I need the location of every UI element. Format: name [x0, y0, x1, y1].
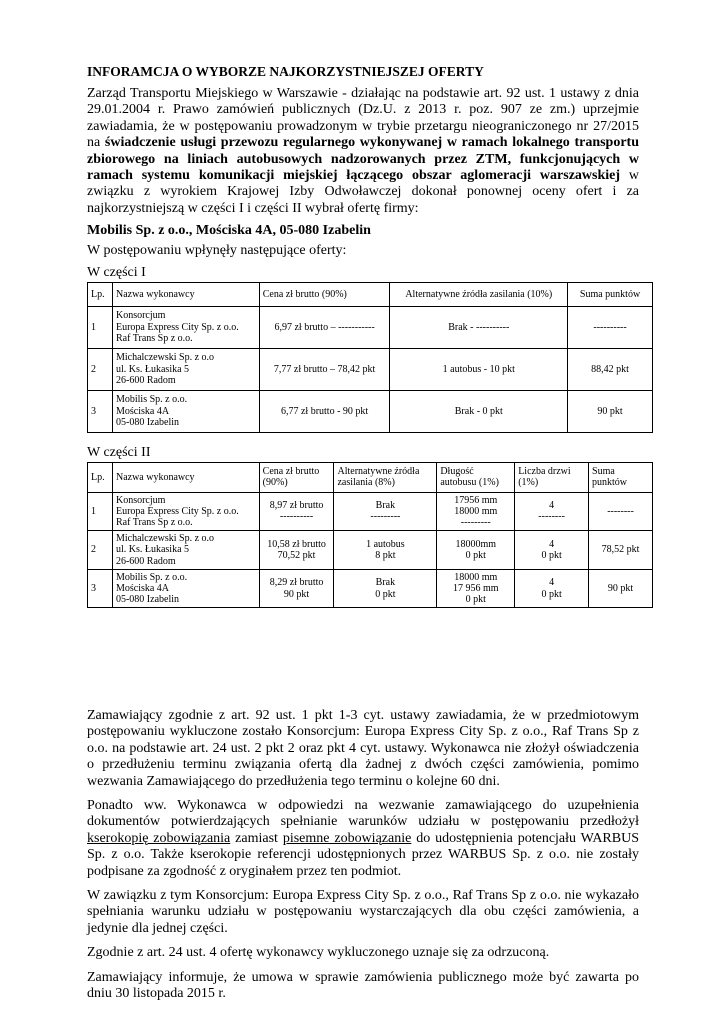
cell-name	[112, 569, 259, 608]
name-line: Raf Trans Sp z o.o.	[115, 517, 193, 529]
cell-price	[259, 531, 334, 570]
name-line: ul. Ks. Łukasika 5	[115, 363, 190, 375]
intro-paragraph	[87, 86, 639, 217]
name-line: 26-600 Radom	[115, 374, 176, 386]
cell-name	[112, 348, 259, 390]
header-alt: Alternatywne źródła zasilania (8%)	[334, 462, 437, 492]
cell-line: 8,29 zł brutto	[269, 577, 324, 589]
cell-price	[259, 492, 334, 531]
rejected-paragraph: Zgodnie z art. 24 ust. 4 ofertę wykonawcy wykluczonego uznaje się za odrzuconą.	[87, 945, 550, 961]
consequence-paragraph: W zawiązku z tym Konsorcjum: Europa Express City Sp. z o.o., Raf Trans Sp z o.o. nie wykazało spełniania warunku udziału w postępowaniu wystarczających dla obu części zamówienia, a jedynie dla jednej części.	[87, 888, 639, 936]
cell-line: 90 pkt	[283, 588, 310, 600]
header-doors: Liczba drzwi (1%)	[515, 462, 589, 492]
cell-line: 1 autobus	[366, 538, 405, 550]
cell-name	[112, 531, 259, 570]
cell-name	[112, 390, 259, 432]
cell-line: 8,97 zł brutto	[269, 500, 324, 512]
cell-line: 0 pkt	[375, 588, 396, 600]
documents-text: zamiast	[230, 830, 283, 846]
name-line: Europa Express City Sp. z o.o.	[115, 505, 239, 517]
underlined-copy-text: kserokopię zobowiązania	[87, 830, 231, 846]
cell-line: ----------	[279, 511, 314, 523]
cell-lp: 2	[88, 531, 113, 570]
table-row	[88, 348, 653, 390]
name-line: Mościska 4A	[115, 405, 170, 417]
name-line: 26-600 Radom	[115, 555, 176, 567]
header-length: Długość autobusu (1%)	[437, 462, 515, 492]
cell-alt	[334, 492, 437, 531]
cell-doors	[515, 492, 589, 531]
cell-line: --------	[538, 511, 565, 523]
name-line: Konsorcjum	[115, 310, 166, 322]
cell-line: Brak	[375, 577, 396, 589]
intro-text-1: Zarząd Transportu Miejskiego w Warszawie - działając na podstawie art. 92 ust. 1 ustawy z dnia 29.01.2004 r. Prawo zamówień publicznych (Dz.U. z 2013 r. poz. 907 ze zm.) uprzejmie zawiadamia, że w postępowaniu prowadzonym w trybie przetargu nieograniczonego nr 27/2015 na	[87, 86, 639, 151]
cell-line: 0 pkt	[465, 550, 486, 562]
cell-alt: 1 autobus - 10 pkt	[390, 348, 568, 390]
winning-offer: Mobilis Sp. z o.o., Mościska 4A, 05-080 Izabelin	[87, 223, 371, 239]
cell-line: 18000mm	[455, 538, 497, 550]
underlined-written-text: pisemne zobowiązanie	[282, 830, 412, 846]
cell-line: 10,58 zł brutto	[267, 538, 326, 550]
document-title: INFORAMCJA O WYBORZE NAJKORZYSTNIEJSZEJ OFERTY	[87, 64, 484, 79]
cell-line: 0 pkt	[465, 594, 486, 606]
table-row	[88, 390, 653, 432]
cell-alt	[334, 531, 437, 570]
cell-line: 18000 mm	[454, 571, 498, 583]
name-line: 05-080 Izabelin	[115, 594, 180, 606]
cell-sum: 88,42 pkt	[568, 348, 653, 390]
table-header-row	[88, 282, 653, 306]
cell-alt	[334, 569, 437, 608]
cell-name	[112, 492, 259, 531]
document-page	[87, 64, 641, 1002]
cell-line: ---------	[370, 511, 401, 523]
cell-alt: Brak - 0 pkt	[390, 390, 568, 432]
cell-line: 17956 mm	[454, 494, 498, 506]
cell-doors	[515, 569, 589, 608]
cell-length	[437, 569, 515, 608]
cell-line: Brak	[375, 500, 396, 512]
name-line: Mobilis Sp. z o.o.	[115, 394, 188, 406]
name-line: Mościska 4A	[115, 583, 170, 595]
exclusion-paragraph: Zamawiający zgodnie z art. 92 ust. 1 pkt 1-3 cyt. ustawy zawiadamia, że w przedmiotowym postępowaniu wykluczone zostało Konsorcjum: Europa Express City Sp. z o.o., Raf Trans Sp z o.o. na podstawie art. 24 ust. 2 pkt 2 oraz pkt 4 cyt. ustawy. Wykonawca nie złożył oświadczenia o przedłużeniu terminu związania ofertą dla żadnej z dwóch części zamówienia, pomimo wezwania Zamawiającego do przedłużenia tego terminu o kolejne 60 dni.	[87, 708, 639, 789]
cell-lp: 3	[88, 390, 113, 432]
name-line: Michalczewski Sp. z o.o	[115, 533, 215, 545]
part2-table	[87, 462, 653, 609]
cell-length	[437, 492, 515, 531]
intro-text-2: w związku z wyrokiem Krajowej Izby Odwoławczej dokonał ponownej oceny ofert i za najkorzystniejszą w części I i części II wybrał ofertę firmy:	[87, 168, 639, 216]
cell-line: ---------	[460, 517, 491, 529]
name-line: ul. Ks. Łukasika 5	[115, 544, 190, 556]
name-line: Europa Express City Sp. z o.o.	[115, 321, 239, 333]
cell-sum: 90 pkt	[589, 569, 653, 608]
cell-line: 17 956 mm	[452, 583, 499, 595]
cell-price: 7,77 zł brutto – 78,42 pkt	[259, 348, 390, 390]
header-name: Nazwa wykonawcy	[112, 462, 259, 492]
table-row	[88, 492, 653, 531]
cell-line: 8 pkt	[375, 550, 396, 562]
header-price: Cena zł brutto (90%)	[259, 282, 390, 306]
cell-line: 0 pkt	[541, 588, 562, 600]
cell-line: 70,52 pkt	[277, 550, 316, 562]
header-price: Cena zł brutto (90%)	[259, 462, 334, 492]
header-lp: Lp.	[88, 462, 113, 492]
name-line: Mobilis Sp. z o.o.	[115, 571, 188, 583]
header-lp: Lp.	[88, 282, 113, 306]
cell-line: 4	[549, 577, 555, 589]
cell-line: 4	[549, 538, 555, 550]
part2-label: W części II	[87, 444, 151, 460]
cell-lp: 1	[88, 492, 113, 531]
table-row	[88, 531, 653, 570]
table-header-row	[88, 462, 653, 492]
cell-lp: 3	[88, 569, 113, 608]
cell-sum: 78,52 pkt	[589, 531, 653, 570]
cell-sum: 90 pkt	[568, 390, 653, 432]
name-line: 05-080 Izabelin	[115, 416, 180, 428]
header-alt: Alternatywne źródła zasilania (10%)	[390, 282, 568, 306]
cell-alt: Brak - ----------	[390, 306, 568, 348]
name-line: Konsorcjum	[115, 494, 166, 506]
cell-sum: ----------	[568, 306, 653, 348]
cell-price: 6,97 zł brutto – -----------	[259, 306, 390, 348]
documents-text: Ponadto ww. Wykonawca w odpowiedzi na wezwanie zamawiającego do uzupełnienia dokumentów potwierdzających spełnianie warunków udziału w postępowaniu przedłożył	[87, 798, 639, 830]
table-row	[88, 306, 653, 348]
header-name: Nazwa wykonawcy	[112, 282, 259, 306]
contract-paragraph: Zamawiający informuje, że umowa w sprawie zamówienia publicznego może być zawarta po dniu 30 listopada 2015 r.	[87, 969, 639, 1002]
documents-text: do udostępnienia potencjału WARBUS Sp. z o.o. Także kserokopie referencji udostępnionych przez WARBUS Sp. z o.o. nie zostały podpisane za zgodność z oryginałem przez ten podmiot.	[87, 830, 639, 879]
cell-lp: 1	[88, 306, 113, 348]
name-line: Raf Trans Sp z o.o.	[115, 332, 193, 344]
cell-line: 0 pkt	[541, 550, 562, 562]
name-line: Michalczewski Sp. z o.o	[115, 352, 215, 364]
closing-section	[87, 708, 639, 1011]
cell-price	[259, 569, 334, 608]
header-sum: Suma punktów	[589, 462, 653, 492]
cell-lp: 2	[88, 348, 113, 390]
intro-service-bold: świadczenie usługi przewozu regularnego wykonywanej w ramach lokalnego transportu zbiorowego na liniach autobusowych nadzorowanych przez ZTM, funkcjonujących w ramach systemu komunikacji miejskiej łączącego obszar aglomeracji warszawskiej	[87, 135, 639, 184]
documents-paragraph	[87, 798, 639, 880]
part1-label: W części I	[87, 264, 146, 280]
header-sum: Suma punktów	[568, 282, 653, 306]
cell-name	[112, 306, 259, 348]
cell-doors	[515, 531, 589, 570]
cell-line: 4	[549, 500, 555, 512]
cell-price: 6,77 zł brutto - 90 pkt	[259, 390, 390, 432]
table-row	[88, 569, 653, 608]
part1-table	[87, 282, 653, 433]
cell-line: 18000 mm	[454, 505, 498, 517]
cell-sum: --------	[589, 492, 653, 531]
offers-lead: W postępowaniu wpłynęły następujące oferty:	[87, 243, 347, 259]
cell-length	[437, 531, 515, 570]
